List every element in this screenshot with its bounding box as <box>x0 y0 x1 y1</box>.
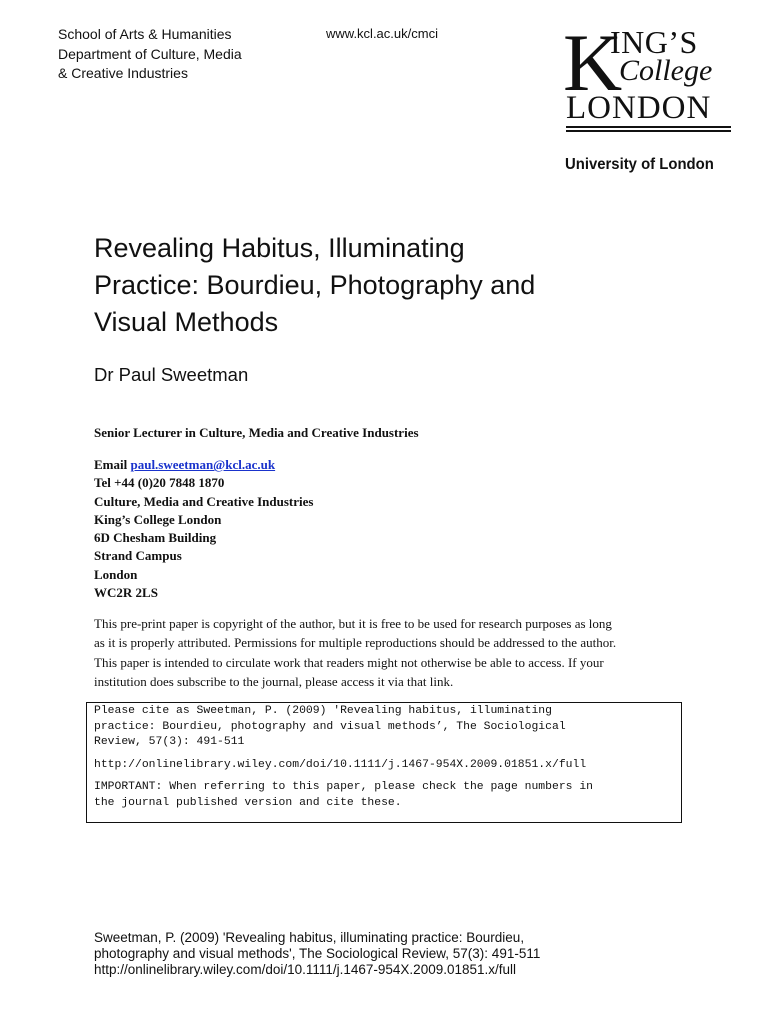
logo-university-of-london: University of London <box>565 156 714 173</box>
citation-link[interactable]: http://onlinelibrary.wiley.com/doi/10.1111/j.1467-954X.2009.01851.x/full <box>94 758 587 771</box>
logo-london: LONDON <box>566 90 712 126</box>
notice-line: This paper is intended to circulate work that readers might not otherwise be able to access. If your <box>94 654 604 670</box>
footer-line: photography and visual methods', The Sociological Review, 57(3): 491-511 <box>94 945 541 961</box>
notice-line: institution does subscribe to the journal, please access it via that link. <box>94 674 454 690</box>
notice-line: This pre-print paper is copyright of the author, but it is free to be used for research purposes as long <box>94 616 612 631</box>
address-line: WC2R 2LS <box>94 585 158 601</box>
author-role: Senior Lecturer in Culture, Media and Creative Industries <box>94 425 419 440</box>
logo-ings: ING’S <box>610 24 698 60</box>
footer-line: Sweetman, P. (2009) 'Revealing habitus, illuminating practice: Bourdieu, <box>94 930 525 945</box>
email-line <box>94 456 313 474</box>
paper-title <box>94 230 694 341</box>
address-line: 6D Chesham Building <box>94 530 217 546</box>
cite-line: Review, 57(3): 491-511 <box>94 736 245 749</box>
author-name: Dr Paul Sweetman <box>94 364 249 385</box>
spacer <box>94 773 675 780</box>
important-line: IMPORTANT: When referring to this paper, please check the page numbers in <box>94 781 593 794</box>
logo-college: College <box>619 54 713 87</box>
header-url[interactable]: www.kcl.ac.uk/cmci <box>326 26 438 41</box>
title-line: Revealing Habitus, Illuminating <box>94 233 465 263</box>
citation-box <box>86 702 682 823</box>
contact-block <box>94 456 313 602</box>
notice-line: as it is properly attributed. Permissions for multiple reproductions should be addressed to the author. <box>94 635 617 651</box>
title-line: Practice: Bourdieu, Photography and <box>94 270 536 300</box>
email-link[interactable]: paul.sweetman@kcl.ac.uk <box>130 457 276 472</box>
department-line: & Creative Industries <box>58 65 188 81</box>
address-line: London <box>94 566 138 582</box>
cite-line: Please cite as Sweetman, P. (2009) 'Revealing habitus, illuminating <box>94 705 552 717</box>
copyright-notice <box>94 614 684 692</box>
logo-k: K <box>563 17 623 108</box>
address-line: Strand Campus <box>94 548 182 564</box>
spacer <box>94 751 675 758</box>
title-line: Visual Methods <box>94 307 279 337</box>
email-label: Email <box>94 457 128 472</box>
address-line: King’s College London <box>94 511 222 527</box>
address-line: Culture, Media and Creative Industries <box>94 493 314 509</box>
cite-line: practice: Bourdieu, photography and visual methods’, The Sociological <box>94 720 566 733</box>
important-line: the journal published version and cite these. <box>94 796 402 809</box>
logo-rule <box>566 130 731 132</box>
address-line: Tel +44 (0)20 7848 1870 <box>94 475 225 491</box>
department-line: School of Arts & Humanities <box>58 26 232 42</box>
footer-citation <box>94 930 654 977</box>
department-line: Department of Culture, Media <box>58 45 242 62</box>
department-block <box>58 25 242 84</box>
footer-link[interactable]: http://onlinelibrary.wiley.com/doi/10.1111/j.1467-954X.2009.01851.x/full <box>94 961 517 977</box>
logo-rule <box>566 126 731 128</box>
